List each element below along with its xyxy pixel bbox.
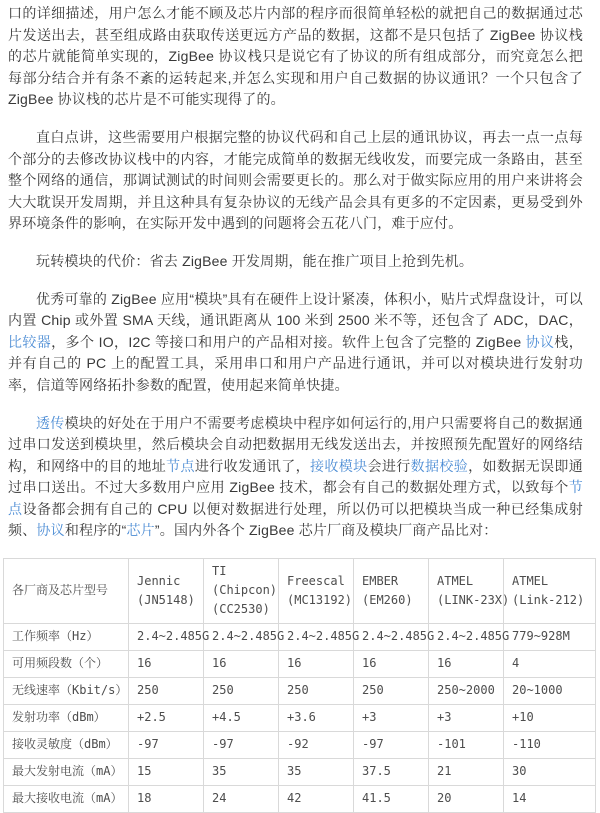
- table-header-cell: 各厂商及芯片型号: [4, 559, 129, 624]
- inline-link[interactable]: 数据校验: [410, 457, 469, 474]
- row-label-cell: 最大发射电流（mA）: [4, 759, 129, 786]
- text-run: 设备都会拥有自己的 CPU 以便对数据进行处理，所以仍可以把模块当成一种已经集成射频、: [8, 500, 583, 539]
- table-row: [4, 624, 596, 651]
- table-cell: 42: [279, 786, 354, 813]
- table-header-cell: ATMEL (Link-212): [504, 559, 596, 624]
- table-cell: +3: [429, 705, 504, 732]
- table-cell: -97: [354, 732, 429, 759]
- table-row: [4, 786, 596, 813]
- table-header-cell: Jennic (JN5148): [129, 559, 204, 624]
- table-cell: 41.5: [354, 786, 429, 813]
- table-cell: 2.4~2.485G: [129, 624, 204, 651]
- table-cell: 16: [279, 651, 354, 678]
- table-cell: 250~2000: [429, 678, 504, 705]
- table-header-cell: TI (Chipcon) (CC2530): [204, 559, 279, 624]
- text-run: ，多个 IO，I2C 等接口和用户的产品相对接。软件上包含了完整的 ZigBee: [51, 333, 526, 350]
- table-cell: 30: [504, 759, 596, 786]
- table-header-row: [4, 559, 596, 624]
- paragraph: [8, 413, 583, 543]
- text-run: 模块的好处在于用户不需要考虑模块中程序如何运行的,用户只需要将自己的数据通过串口发送到模块里，然后模块会自动把数据用无线发送出去，并按照预先配置好的网络结构，和网络中的目的地址: [8, 414, 583, 474]
- table-cell: +3: [354, 705, 429, 732]
- row-label-cell: 可用频段数（个）: [4, 651, 129, 678]
- table-cell: -101: [429, 732, 504, 759]
- inline-link[interactable]: 透传: [36, 414, 65, 431]
- table-cell: 18: [129, 786, 204, 813]
- text-run: 玩转模块的代价：省去 ZigBee 开发周期，能在推广项目上抢到先机。: [36, 252, 474, 269]
- table-cell: +10: [504, 705, 596, 732]
- text-run: 和程序的“: [64, 522, 127, 539]
- inline-link[interactable]: 比较器: [8, 333, 52, 350]
- inline-link[interactable]: 协议: [36, 522, 65, 539]
- table-cell: 21: [429, 759, 504, 786]
- table-row: [4, 732, 596, 759]
- table-cell: 16: [354, 651, 429, 678]
- table-cell: 15: [129, 759, 204, 786]
- table-cell: 37.5: [354, 759, 429, 786]
- table-cell: 24: [204, 786, 279, 813]
- text-run: 栈，并有自己的 PC 上的配置工具，采用串口和用户产品进行通讯，并可以对模块进行发射功率，信道等网络拓扑参数的配置，使用起来简单快捷。: [8, 333, 584, 393]
- text-run: 直白点讲，这些需要用户根据完整的协议代码和自己上层的通讯协议，再去一点一点每个部分的去修改协议栈中的内容，才能完成简单的数据无线收发，而要完成一条路由，甚至整个网络的通信，那调试测试的时间则会需要更长的。那么对于做实际应用的用户来讲将会大大耽误开发周期，并且这种具有复杂协议的无线产品会具有更多的不定因素，更易受到外界环境条件的影响，在实际开发中遇到的问题将会五花八门，难于应付。: [8, 128, 583, 232]
- chip-comparison-table: [3, 558, 596, 813]
- table-cell: +4.5: [204, 705, 279, 732]
- table-cell: -110: [504, 732, 596, 759]
- inline-link[interactable]: 节点: [166, 457, 195, 474]
- text-run: ，如数据无误即通过串口送出。不过大多数用户应用 ZigBee 技术，都会有自己的数据处理方式，以致每个: [8, 457, 583, 496]
- table-cell: 2.4~2.485G: [429, 624, 504, 651]
- table-cell: 2.4~2.485G: [354, 624, 429, 651]
- row-label-cell: 无线速率（Kbit/s）: [4, 678, 129, 705]
- table-cell: -92: [279, 732, 354, 759]
- table-row: [4, 651, 596, 678]
- table-cell: -97: [129, 732, 204, 759]
- table-cell: 779~928M: [504, 624, 596, 651]
- inline-link[interactable]: 协议: [525, 333, 555, 350]
- inline-link[interactable]: 节点: [8, 479, 583, 517]
- table-cell: 14: [504, 786, 596, 813]
- table-cell: 250: [279, 678, 354, 705]
- table-cell: 20: [429, 786, 504, 813]
- text-run: 口的详细描述，用户怎么才能不顾及芯片内部的程序而很简单轻松的就把自己的数据通过芯片发送出去，甚至组成路由获取传送更远方产品的数据，这都不是只包括了 ZigBee 协议栈的芯片就能简单实现的，ZigBee 协议栈只是说它有了协议的所有组成部分，而究竟怎么把每部分结合并有条不紊的运转起来,并怎么实现和用户自己数据的协议通讯？一个只包含了 ZigBee 协议栈的芯片是不可能实现得了的。: [8, 5, 583, 108]
- table-cell: 2.4~2.485G: [204, 624, 279, 651]
- paragraph: [8, 289, 583, 397]
- table-header-cell: ATMEL (LINK-23X): [429, 559, 504, 624]
- table-cell: 2.4~2.485G: [279, 624, 354, 651]
- table-cell: +2.5: [129, 705, 204, 732]
- table-cell: 35: [204, 759, 279, 786]
- text-run: 会进行: [367, 457, 411, 474]
- row-label-cell: 接收灵敏度（dBm）: [4, 732, 129, 759]
- table-row: [4, 678, 596, 705]
- table-cell: 16: [129, 651, 204, 678]
- paragraph: [8, 251, 583, 273]
- row-label-cell: 工作频率（Hz）: [4, 624, 129, 651]
- table-cell: 250: [129, 678, 204, 705]
- table-cell: 250: [204, 678, 279, 705]
- table-cell: 16: [204, 651, 279, 678]
- row-label-cell: 最大接收电流（mA）: [4, 786, 129, 813]
- table-cell: 4: [504, 651, 596, 678]
- table-cell: 250: [354, 678, 429, 705]
- paragraph: [8, 3, 583, 111]
- table-cell: -97: [204, 732, 279, 759]
- table-cell: 35: [279, 759, 354, 786]
- paragraph: [8, 127, 583, 235]
- table-header-cell: Freescal (MC13192): [279, 559, 354, 624]
- table-cell: +3.6: [279, 705, 354, 732]
- table-header-cell: EMBER (EM260): [354, 559, 429, 624]
- table-cell: 20~1000: [504, 678, 596, 705]
- text-run: 优秀可靠的 ZigBee 应用“模块”具有在硬件上设计紧凑，体积小，贴片式焊盘设计，可以内置 Chip 或外置 SMA 天线，通讯距离从 100 米到 2500 米不等，还包含了 ADC，DAC，: [8, 290, 583, 329]
- table-row: [4, 705, 596, 732]
- table-row: [4, 759, 596, 786]
- inline-link[interactable]: 接收模块: [309, 457, 368, 474]
- table-cell: 16: [429, 651, 504, 678]
- text-run: ”。国内外各个 ZigBee 芯片厂商及模块厂商产品比对：: [154, 522, 498, 539]
- row-label-cell: 发射功率（dBm）: [4, 705, 129, 732]
- inline-link[interactable]: 芯片: [126, 522, 155, 539]
- text-run: 进行收发通讯了，: [194, 457, 310, 474]
